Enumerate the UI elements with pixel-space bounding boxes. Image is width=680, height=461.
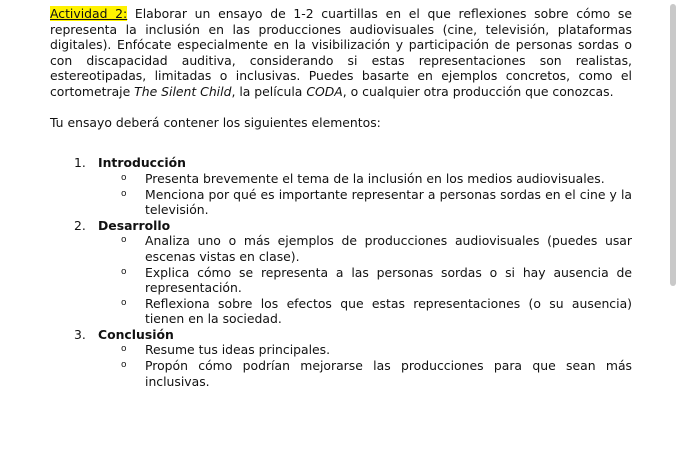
bullet-marker: o [121, 266, 127, 277]
bullet-list [50, 171, 632, 218]
spacer [50, 131, 632, 147]
list-item [121, 358, 632, 389]
section-title: Conclusión [98, 326, 174, 342]
list-item [121, 186, 632, 218]
bullet-text: Menciona por qué es importante representar a personas sordas en el cine y la televisión. [145, 186, 632, 218]
list-item [121, 295, 632, 327]
activity-text-2: , la película [231, 83, 307, 99]
list-item [121, 264, 632, 296]
activity-paragraph [50, 6, 632, 100]
section-number: 2. [74, 217, 86, 233]
bullet-marker: o [121, 172, 127, 183]
section-title: Desarrollo [98, 217, 171, 233]
bullet-list [50, 342, 632, 389]
activity-text-3: , o cualquier otra producción que conozcas. [342, 83, 614, 99]
film-title-coda: CODA [306, 83, 343, 99]
bullet-marker: o [121, 188, 127, 199]
section-heading [74, 218, 632, 234]
bullet-text: Presenta brevemente el tema de la inclusión en los medios audiovisuales. [145, 170, 605, 186]
activity-text-1: Elaborar un ensayo de 1-2 cuartillas en el que reflexiones sobre cómo se representa la inclusión en las producciones audiovisuales (cine, televisión, plataformas digitales). Enfócate especialmente en la visibilización y participación de personas sordas o con discapacidad auditiva, considerando si estas representaciones son realistas, estereotipadas, limitadas o inclusivas. Puedes basarte en ejemplos concretos, como el cortometraje [50, 6, 632, 99]
spacer [50, 100, 632, 116]
section-conclusion [50, 327, 632, 389]
bullet-text: Propón cómo podrían mejorarse las producciones para que sean más inclusivas. [145, 358, 632, 389]
instructions-text: Tu ensayo deberá contener los siguientes elementos: [50, 115, 381, 131]
bullet-text: Explica cómo se representa a las personas sordas o si hay ausencia de representación. [145, 264, 632, 296]
section-introduccion [50, 155, 632, 217]
section-title: Introducción [98, 155, 186, 171]
film-title-silent-child: The Silent Child [134, 83, 232, 99]
list-item [121, 170, 632, 187]
bullet-text: Analiza uno o más ejemplos de producciones audiovisuales (puedes usar escenas vistas en clase). [145, 233, 632, 264]
vertical-scrollbar[interactable] [670, 4, 676, 286]
section-heading [74, 327, 632, 343]
section-number: 3. [74, 326, 86, 342]
bullet-list [50, 233, 632, 327]
document-body [50, 6, 632, 389]
bullet-marker: o [121, 297, 127, 308]
spacer [50, 146, 632, 155]
section-heading [74, 155, 632, 171]
section-number: 1. [74, 155, 86, 171]
bullet-text: Resume tus ideas principales. [145, 342, 331, 358]
bullet-marker: o [121, 344, 127, 355]
list-item [121, 342, 632, 358]
bullet-text: Reflexiona sobre los efectos que estas representaciones (o su ausencia) tienen en la sociedad. [145, 295, 632, 327]
bullet-marker: o [121, 235, 127, 246]
bullet-marker: o [121, 360, 127, 371]
list-item [121, 233, 632, 264]
activity-label: Actividad 2: [50, 6, 128, 21]
section-desarrollo [50, 218, 632, 327]
